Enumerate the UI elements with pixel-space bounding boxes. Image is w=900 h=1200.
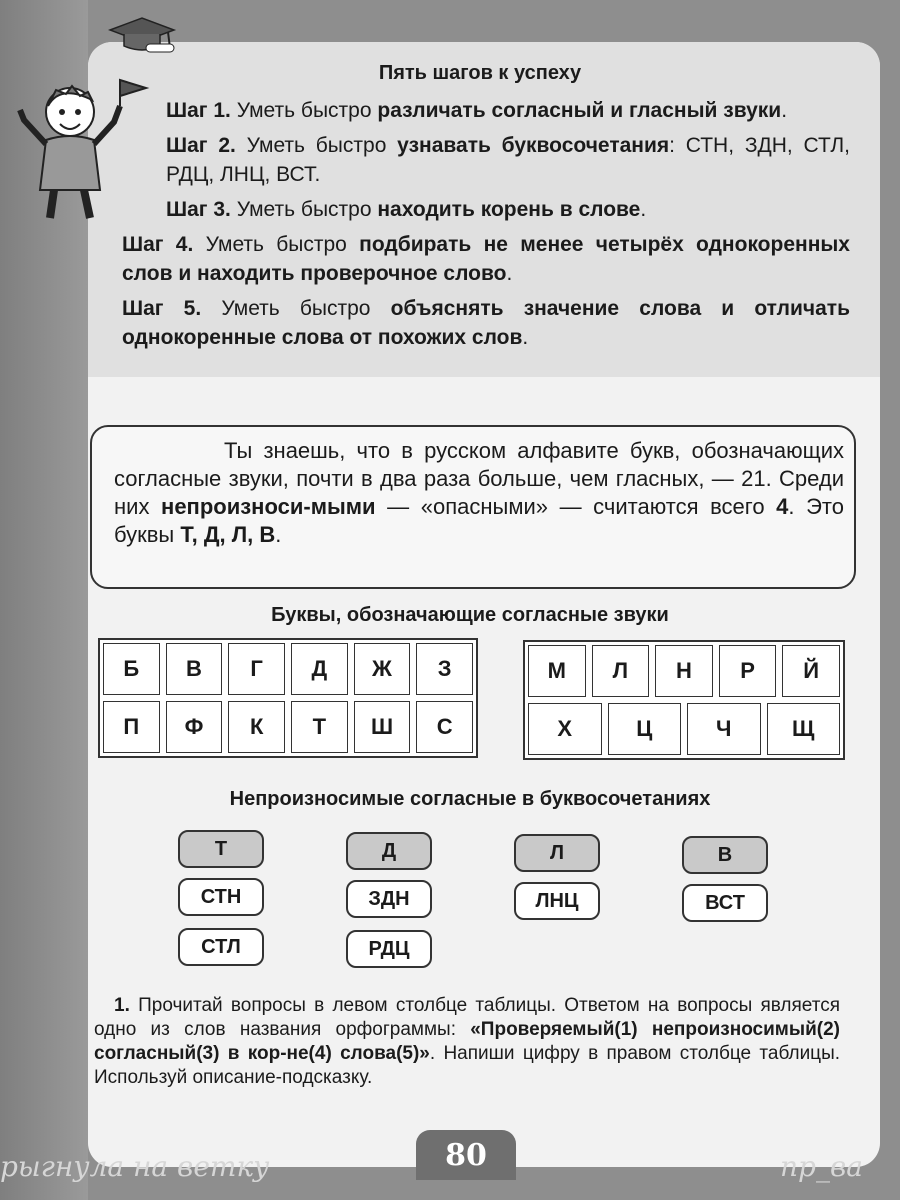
info-text [114,437,844,549]
step-4 [104,230,850,288]
step-key: находить корень в слове [377,198,641,221]
exercise-part: Прочитай вопросы в левом столбце таблицы. Ответом на вопросы является одно из слов названия орфограммы: [94,995,840,1040]
step-5 [104,294,850,352]
consonants-table-right-row1 [523,640,845,702]
exercise-part: . Напиши цифру в правом столбце таблицы. Используй описание-подсказку. [94,1043,841,1088]
letter-cell: Д [291,643,348,695]
letter-cell: К [228,701,285,753]
letter-cell: Й [782,645,840,697]
info-part: — «опасными» — считаются всего [375,494,777,519]
letter-cell: З [416,643,473,695]
letter-cell: Щ [767,703,841,755]
step-text: Уметь быстро [193,233,360,256]
exercise-number: 1. [114,995,130,1016]
combo-rdc: РДЦ [346,930,432,968]
step-key: узнавать буквосочетания [397,134,670,157]
step-text: Уметь быстро [230,198,378,221]
step-label: Шаг 5. [122,297,202,320]
info-part: . [275,522,282,547]
combo-stl: СТЛ [178,928,264,966]
step-1 [104,96,850,125]
combos-heading: Непроизносимые согласные в буквосочетаниях [229,788,711,810]
step-2 [104,131,850,189]
letter-cell: Н [655,645,713,697]
step-3 [104,195,850,224]
letter-cell: П [103,701,160,753]
handwriting-bottom-left: рыгнула на ветку [0,1150,270,1183]
letter-cell: Ф [166,701,223,753]
letter-cell: Б [103,643,160,695]
silent-letter-d: Д [346,832,432,870]
combo-vst: ВСТ [682,884,768,922]
handwriting-bottom-right: пр_ва [780,1150,863,1183]
letter-cell: М [528,645,586,697]
letter-cell: Ц [608,703,682,755]
combo-zdn: ЗДН [346,880,432,918]
letter-cell: С [416,701,473,753]
page-title: Пять шагов к успеху [378,62,582,84]
silent-letter-t: Т [178,830,264,868]
info-part: Ты знаешь, что в русском алфавите букв, обозначающих согласные звуки, почти в два раза больше, чем гласных, — 21. Среди них [114,438,844,519]
consonants-table-right-row2 [523,700,845,760]
combo-lnc: ЛНЦ [514,882,600,920]
step-text: Уметь быстро [230,99,378,122]
info-part: . Это буквы [114,494,844,547]
step-label: Шаг 4. [122,233,194,256]
letter-cell: В [166,643,223,695]
info-box [90,425,856,589]
info-bold: непроизноси-мыми [161,494,376,519]
step-text: Уметь быстро [201,297,391,320]
info-bold: 4 [776,494,789,519]
letter-cell: Х [528,703,602,755]
step-label: Шаг 3. [166,198,231,221]
combo-stn: СТН [178,878,264,916]
step-tail: . [781,99,788,122]
info-bold: Т, Д, Л, В [180,522,276,547]
step-label: Шаг 2. [166,134,236,157]
step-label: Шаг 1. [166,99,231,122]
letter-cell: Л [592,645,650,697]
step-tail: . [522,326,529,349]
letter-cell: Р [719,645,777,697]
letter-cell: Ш [354,701,411,753]
step-text: Уметь быстро [235,134,398,157]
exercise-text [94,994,840,1090]
silent-letter-l: Л [514,834,600,872]
consonants-heading: Буквы, обозначающие согласные звуки [271,604,669,626]
step-key: подбирать не менее четырёх однокоренных слов и находить проверочное слово [122,233,850,285]
letter-cell: Ж [354,643,411,695]
step-key: объяснять значение слова и отличать однокоренные слова от похожих слов [122,297,850,349]
letter-cell: Ч [687,703,761,755]
step-tail: : СТН, ЗДН, СТЛ, РДЦ, ЛНЦ, ВСТ. [166,134,850,186]
letter-cell: Г [228,643,285,695]
step-tail: . [640,198,647,221]
letter-cell: Т [291,701,348,753]
graduation-cap-icon [108,16,178,56]
silent-letter-v: В [682,836,768,874]
steps-list [104,96,850,358]
consonants-table-left [98,638,478,758]
exercise-bold: «Проверяемый(1) непроизносимый(2) согласный(3) в кор-не(4) слова(5)» [94,1019,840,1064]
page-number: 80 [416,1130,516,1180]
step-tail: . [506,262,513,285]
step-key: различать согласный и гласный звуки [377,99,782,122]
